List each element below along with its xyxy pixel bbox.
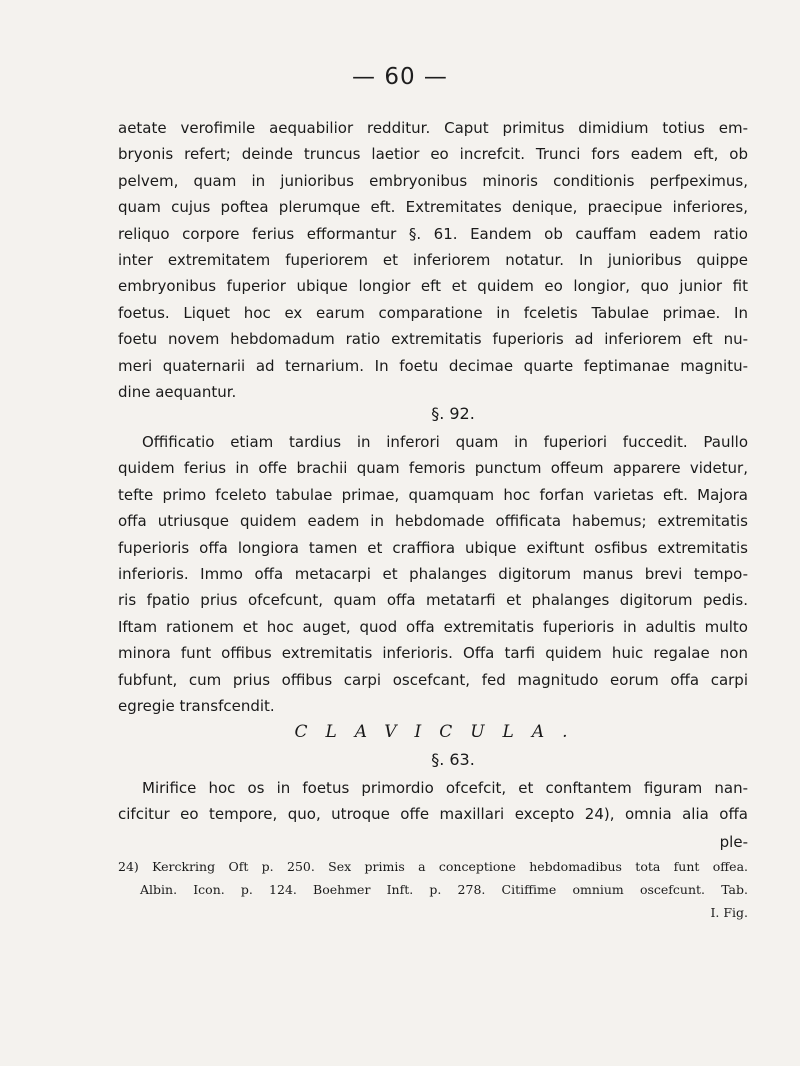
- text-line: ris fpatio prius ofcefcunt, quam offa metatarfi et phalanges digitorum pedis.: [118, 591, 748, 610]
- section-heading: CLAVICULA.: [294, 722, 586, 742]
- footnote-line: Albin. Icon. p. 124. Boehmer Inft. p. 278. Citiffime omnium oscefcunt. Tab.: [140, 882, 748, 897]
- text-line: egregie transfcendit.: [118, 697, 275, 716]
- footnotes: [118, 855, 748, 924]
- text-line: cifcitur eo tempore, quo, utroque offe maxillari excepto 24), omnia alia offa: [118, 805, 748, 824]
- text-line: Offificatio etiam tardius in inferori quam in fuperiori fuccedit. Paullo: [142, 433, 748, 451]
- paragraph-2: [118, 429, 748, 719]
- text-line: embryonibus fuperior ubique longior eft et quidem eo longior, quo junior fit: [118, 277, 748, 296]
- text-line: offa utriusque quidem eadem in hebdomade offificata habemus; extremitatis: [118, 512, 748, 531]
- catchword: ple-: [719, 833, 748, 851]
- section-mark-92: [118, 400, 748, 427]
- text-line: bryonis refert; deinde truncus laetior eo increfcit. Trunci fors eadem eft, ob: [118, 145, 748, 164]
- text-line: inferioris. Immo offa metacarpi et phalanges digitorum manus brevi tempo-: [118, 565, 748, 584]
- text-line: aetate verofimile aequabilior redditur. Caput primitus dimidium totius em-: [118, 119, 748, 137]
- heading-clavicula: [118, 719, 748, 746]
- page-number: — 60 —: [352, 64, 448, 90]
- text-line: foetu novem hebdomadum ratio extremitatis fuperioris ad inferiorem eft nu-: [118, 330, 748, 349]
- text-line: meri quaternarii ad ternarium. In foetu decimae quarte feptimanae magnitu-: [118, 356, 748, 375]
- text-line: pelvem, quam in junioribus embryonibus minoris conditionis perfpeximus,: [118, 171, 748, 190]
- text-line: fubfunt, cum prius offibus carpi oscefcant, fed magnitudo eorum offa carpi: [118, 670, 748, 689]
- paragraph-3: [118, 775, 748, 828]
- section-number: §. 92.: [431, 404, 475, 423]
- text-line: Mirifice hoc os in foetus primordio ofcefcit, et conftantem figuram nan-: [142, 779, 748, 797]
- footnote-line: 24) Kerckring Oft p. 250. Sex primis a conceptione hebdomadibus tota funt offea.: [118, 859, 748, 874]
- text-line: reliquo corpore ferius efformantur §. 61. Eandem ob cauffam eadem ratio: [118, 224, 748, 243]
- section-number: §. 63.: [431, 750, 475, 769]
- text-line: foetus. Liquet hoc ex earum comparatione in fceletis Tabulae primae. In: [118, 303, 748, 322]
- catchword-block: [118, 831, 748, 853]
- text-line: quam cujus poftea plerumque eft. Extremitates denique, praecipue inferiores,: [118, 198, 748, 217]
- section-mark-63: [118, 746, 748, 773]
- text-line: quidem ferius in offe brachii quam femoris punctum offeum apparere videtur,: [118, 459, 748, 478]
- text-line: tefte primo fceleto tabulae primae, quamquam hoc forfan varietas eft. Majora: [118, 485, 748, 504]
- text-line: minora funt offibus extremitatis inferioris. Offa tarfi quidem huic regalae non: [118, 644, 748, 663]
- text-line: inter extremitatem fuperiorem et inferiorem notatur. In junioribus quippe: [118, 251, 748, 270]
- text-line: Iftam rationem et hoc auget, quod offa extremitatis fuperioris in adultis multo: [118, 617, 748, 636]
- text-line: fuperioris offa longiora tamen et craffiora ubique exiftunt osfibus extremitatis: [118, 538, 748, 557]
- paragraph-1: [118, 115, 748, 405]
- footnote-line: I. Fig.: [710, 905, 748, 920]
- text-line: dine aequantur.: [118, 383, 237, 402]
